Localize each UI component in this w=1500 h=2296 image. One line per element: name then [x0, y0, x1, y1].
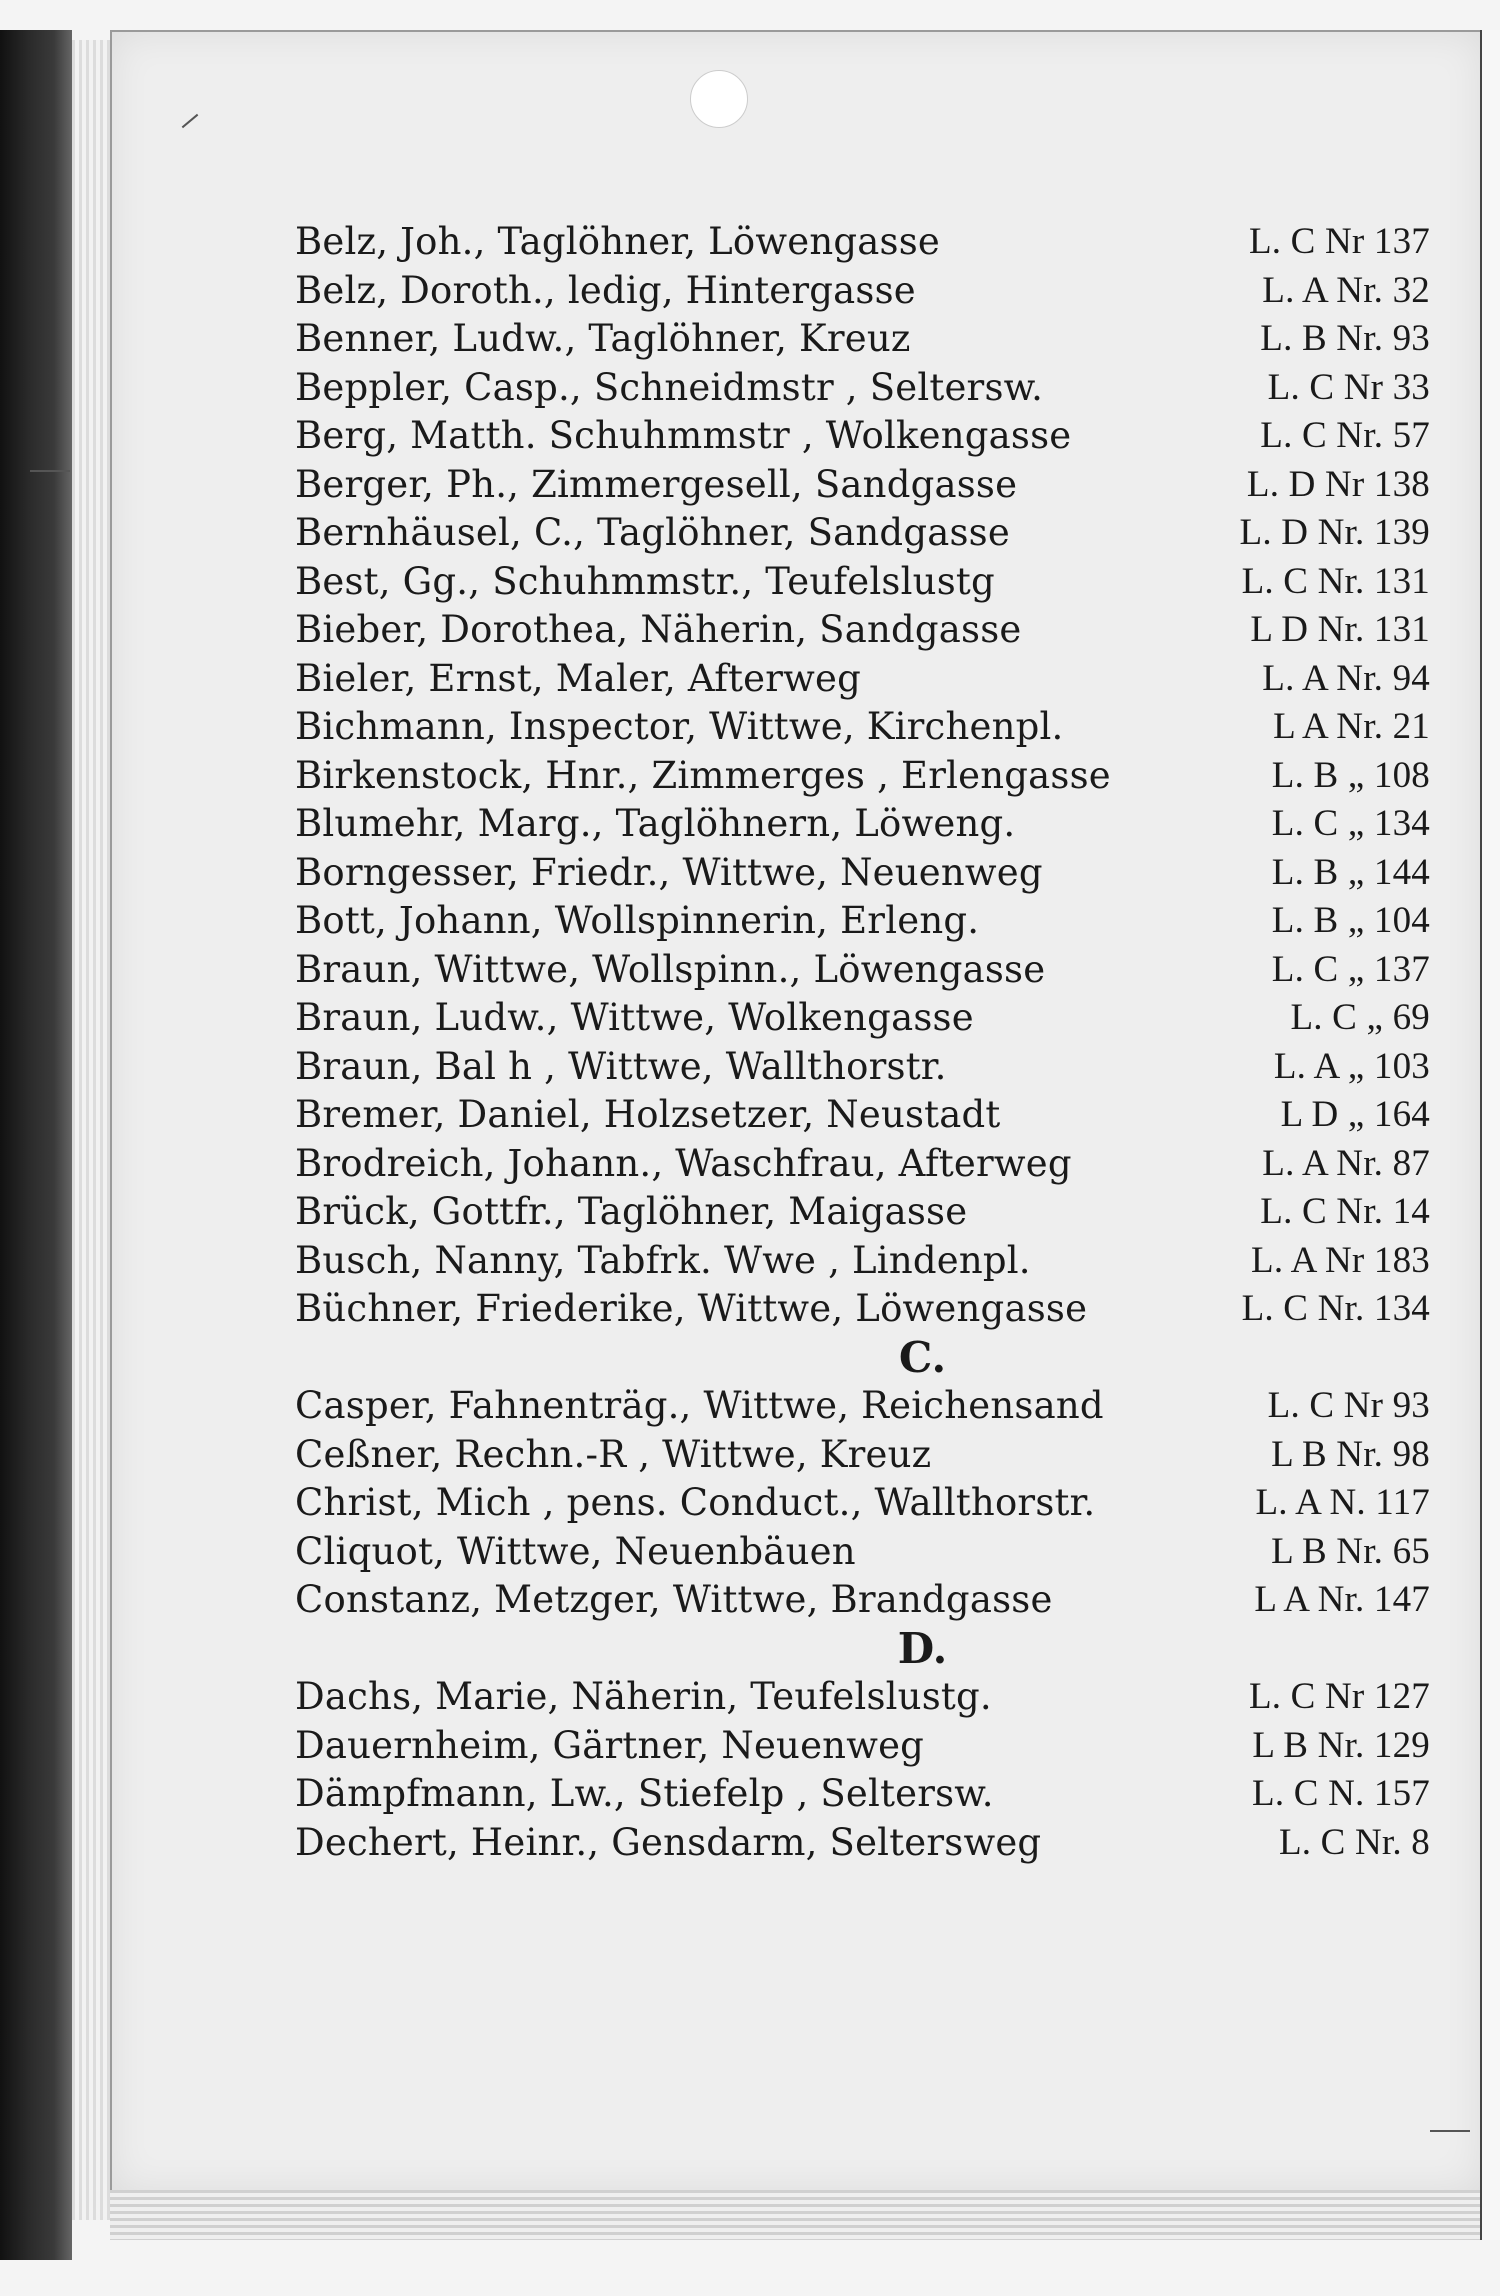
directory-entry: [295, 509, 1430, 558]
entry-address: L. C „ 137: [1271, 948, 1430, 990]
entries-group-c: [295, 1382, 1430, 1625]
entry-name: Büchner, Friederike, Wittwe, Löwengasse: [295, 1287, 1088, 1330]
entry-address: L B Nr. 98: [1271, 1433, 1430, 1475]
entry-name: Dämpfmann, Lw., Stiefelp , Seltersw.: [295, 1772, 994, 1815]
scan-mark: [30, 470, 70, 472]
entry-name: Belz, Doroth., ledig, Hintergasse: [295, 268, 916, 312]
entry-name: Borngesser, Friedr., Wittwe, Neuenweg: [295, 850, 1043, 894]
entry-name: Cliquot, Wittwe, Neuenbäuen: [295, 1529, 856, 1573]
entry-address: L A Nr. 147: [1254, 1579, 1430, 1620]
entry-address: L. C Nr. 14: [1260, 1191, 1430, 1232]
entry-name: Constanz, Metzger, Wittwe, Brandgasse: [295, 1578, 1053, 1621]
directory-entry: [295, 1431, 1430, 1480]
entry-name: Berg, Matth. Schuhmmstr , Wolkengasse: [295, 414, 1072, 457]
entry-address: L. B „ 108: [1271, 754, 1430, 796]
directory-entry: [295, 412, 1430, 461]
directory-entry: [295, 606, 1430, 655]
entry-address: L A Nr. 21: [1273, 706, 1430, 747]
entry-name: Dauernheim, Gärtner, Neuenweg: [295, 1723, 925, 1767]
entry-address: L. D Nr. 139: [1239, 512, 1430, 553]
directory-entry: [295, 897, 1430, 946]
directory-entries: [295, 218, 1430, 1867]
entry-address: L. B „ 144: [1271, 851, 1430, 893]
entry-name: Brodreich, Johann., Waschfrau, Afterweg: [295, 1141, 1072, 1185]
section-letter-d: D.: [897, 1623, 948, 1673]
entry-address: L. C Nr 137: [1248, 221, 1430, 262]
directory-entry: [295, 1140, 1430, 1189]
directory-entry: [295, 1043, 1430, 1092]
entry-address: L B Nr. 65: [1271, 1530, 1430, 1572]
entry-address: L. C N. 157: [1252, 1773, 1430, 1814]
entry-address: L. C „ 69: [1290, 997, 1430, 1038]
directory-entry: [295, 800, 1430, 849]
directory-entry: [295, 994, 1430, 1043]
punch-hole: [690, 70, 748, 128]
directory-entry: [295, 315, 1430, 364]
entry-address: L. C Nr 127: [1248, 1676, 1430, 1717]
entry-name: Bieler, Ernst, Maler, Afterweg: [295, 656, 861, 700]
directory-entry: [295, 1091, 1430, 1140]
entry-address: L. B Nr. 93: [1260, 318, 1430, 359]
section-letter-c: C.: [898, 1332, 947, 1382]
entry-name: Braun, Ludw., Wittwe, Wolkengasse: [295, 996, 974, 1039]
directory-entry: [295, 1479, 1430, 1528]
entry-address: L. C Nr. 8: [1278, 1821, 1430, 1863]
directory-entry: [295, 1237, 1430, 1286]
directory-entry: [295, 218, 1430, 267]
directory-entry: [295, 267, 1430, 316]
directory-entry: [295, 1285, 1430, 1334]
directory-entry: [295, 1770, 1430, 1819]
entries-group-b: [295, 218, 1430, 1334]
page-right-edge: [1480, 30, 1500, 2240]
entry-address: L. A Nr. 94: [1262, 657, 1430, 699]
entry-name: Christ, Mich , pens. Conduct., Wallthorstr.: [295, 1481, 1096, 1524]
entry-name: Dachs, Marie, Näherin, Teufelslustg.: [295, 1675, 992, 1718]
page-bottom-edge: [110, 2190, 1480, 2240]
directory-entry: [295, 1722, 1430, 1771]
entry-name: Braun, Bal h , Wittwe, Wallthorstr.: [295, 1044, 947, 1088]
entry-name: Ceßner, Rechn.-R , Wittwe, Kreuz: [295, 1432, 932, 1476]
entry-address: L. A Nr 183: [1251, 1239, 1430, 1281]
entry-name: Bott, Johann, Wollspinnerin, Erleng.: [295, 899, 980, 942]
entries-group-d: [295, 1673, 1430, 1867]
entry-name: Bremer, Daniel, Holzsetzer, Neustadt: [295, 1093, 1001, 1136]
entry-address: L. C Nr. 131: [1241, 560, 1430, 602]
book-spine: [0, 30, 72, 2260]
directory-entry: [295, 1673, 1430, 1722]
entry-name: Busch, Nanny, Tabfrk. Wwe , Lindenpl.: [295, 1238, 1031, 1282]
entry-name: Benner, Ludw., Taglöhner, Kreuz: [295, 317, 911, 360]
entry-name: Casper, Fahnenträg., Wittwe, Reichensand: [295, 1384, 1104, 1427]
entry-address: L. C Nr. 57: [1260, 415, 1430, 456]
entry-name: Bieber, Dorothea, Näherin, Sandgasse: [295, 608, 1022, 651]
entry-address: L. A „ 103: [1273, 1045, 1430, 1087]
entry-address: L B Nr. 129: [1252, 1724, 1430, 1766]
entry-name: Brück, Gottfr., Taglöhner, Maigasse: [295, 1190, 968, 1233]
entry-name: Berger, Ph., Zimmergesell, Sandgasse: [295, 462, 1018, 506]
entry-name: Blumehr, Marg., Taglöhnern, Löweng.: [295, 802, 1016, 845]
directory-entry: [295, 703, 1430, 752]
directory-entry: [295, 1188, 1430, 1237]
directory-entry: [295, 364, 1430, 413]
entry-address: L. C „ 134: [1271, 803, 1430, 844]
entry-address: L. A N. 117: [1255, 1482, 1430, 1523]
entry-name: Beppler, Casp., Schneidmstr , Seltersw.: [295, 365, 1044, 409]
entry-address: L. C Nr 33: [1267, 366, 1430, 408]
entry-name: Bernhäusel, C., Taglöhner, Sandgasse: [295, 511, 1010, 554]
scan-mark: [1430, 2130, 1470, 2132]
directory-entry: [295, 1819, 1430, 1868]
directory-entry: [295, 655, 1430, 704]
directory-entry: [295, 752, 1430, 801]
entry-address: L. A Nr. 87: [1262, 1142, 1430, 1184]
directory-entry: [295, 461, 1430, 510]
directory-entry: [295, 558, 1430, 607]
entry-name: Best, Gg., Schuhmmstr., Teufelslustg: [295, 559, 995, 603]
entry-name: Bichmann, Inspector, Wittwe, Kirchenpl.: [295, 705, 1064, 748]
entry-address: L D Nr. 131: [1250, 609, 1430, 650]
directory-entry: [295, 1576, 1430, 1625]
entry-address: L. C Nr 93: [1267, 1385, 1430, 1426]
directory-entry: [295, 1528, 1430, 1577]
entry-address: L D „ 164: [1280, 1094, 1430, 1135]
entry-address: L. D Nr 138: [1246, 463, 1430, 505]
entry-address: L. B „ 104: [1271, 900, 1430, 941]
entry-address: L. A Nr. 32: [1262, 269, 1430, 311]
entry-name: Dechert, Heinr., Gensdarm, Seltersweg: [295, 1820, 1042, 1864]
entry-name: Birkenstock, Hnr., Zimmerges , Erlengasse: [295, 753, 1111, 797]
directory-entry: [295, 946, 1430, 995]
entry-address: L. C Nr. 134: [1241, 1288, 1430, 1329]
entry-name: Braun, Wittwe, Wollspinn., Löwengasse: [295, 947, 1046, 991]
directory-entry: [295, 1382, 1430, 1431]
entry-name: Belz, Joh., Taglöhner, Löwengasse: [295, 220, 940, 263]
directory-entry: [295, 849, 1430, 898]
